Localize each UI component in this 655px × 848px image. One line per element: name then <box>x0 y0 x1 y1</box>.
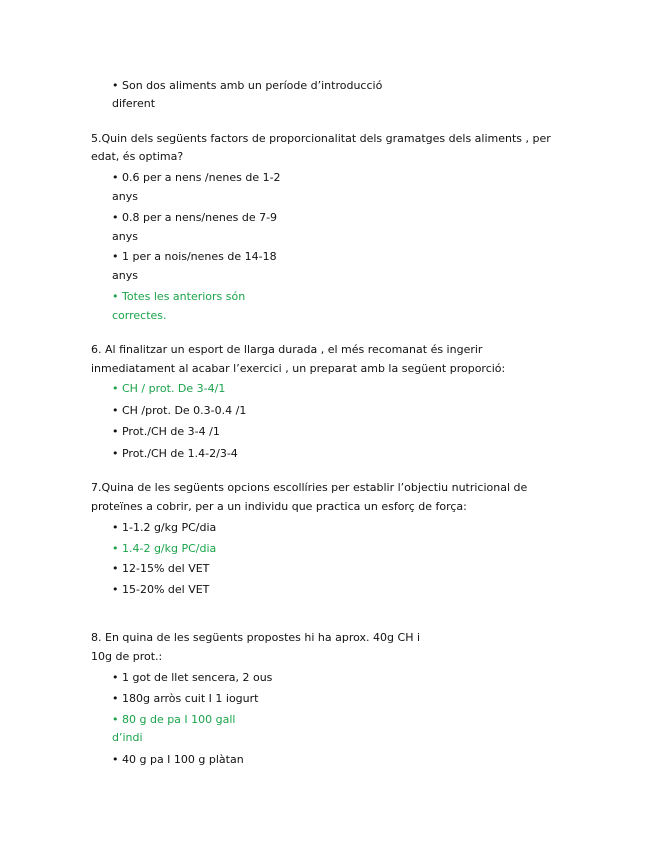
option-text: • Son dos aliments amb un període d’introducció <box>112 79 383 92</box>
correct-option-text: • CH / prot. De 3-4/1 <box>112 382 226 395</box>
question-text: 8. En quina de les següents propostes hi ha aprox. 40g CH i <box>91 631 421 644</box>
option-text: diferent <box>112 97 156 110</box>
question-text: edat, és optima? <box>91 150 184 163</box>
option-text: • 1-1.2 g/kg PC/dia <box>112 521 217 534</box>
option-text: anys <box>112 230 138 243</box>
question-text: 6. Al finalitzar un esport de llarga durada , el més recomanat és ingerir <box>91 343 483 356</box>
option-text: • CH /prot. De 0.3-0.4 /1 <box>112 404 247 417</box>
option-text: • 0.8 per a nens/nenes de 7-9 <box>112 211 278 224</box>
option-text: • 0.6 per a nens /nenes de 1-2 <box>112 171 281 184</box>
option-text: • 1 got de llet sencera, 2 ous <box>112 671 273 684</box>
option-text: anys <box>112 190 138 203</box>
option-text: • Prot./CH de 3-4 /1 <box>112 425 220 438</box>
option-text: • Prot./CH de 1.4-2/3-4 <box>112 447 238 460</box>
option-text: anys <box>112 269 138 282</box>
option-text: • 1 per a nois/nenes de 14-18 <box>112 250 277 263</box>
option-text: • 40 g pa I 100 g plàtan <box>112 753 244 766</box>
question-text: 7.Quina de les següents opcions escollíries per establir l’objectiu nutricional de <box>91 481 528 494</box>
question-text: 5.Quin dels següents factors de proporcionalitat dels gramatges dels aliments , per <box>91 132 551 145</box>
correct-option-text: • 80 g de pa I 100 gall <box>112 713 236 726</box>
correct-option-text: correctes. <box>112 309 167 322</box>
option-text: • 180g arròs cuit I 1 iogurt <box>112 692 259 705</box>
question-text: inmediatament al acabar l’exercici , un preparat amb la següent proporció: <box>91 362 506 375</box>
option-text: • 12-15% del VET <box>112 562 210 575</box>
correct-option-text: d’indi <box>112 731 143 744</box>
question-text: proteïnes a cobrir, per a un individu que practica un esforç de força: <box>91 500 467 513</box>
option-text: • 15-20% del VET <box>112 583 210 596</box>
question-text: 10g de prot.: <box>91 650 163 663</box>
correct-option-text: • Totes les anteriors són <box>112 290 246 303</box>
correct-option-text: • 1.4-2 g/kg PC/dia <box>112 542 217 555</box>
